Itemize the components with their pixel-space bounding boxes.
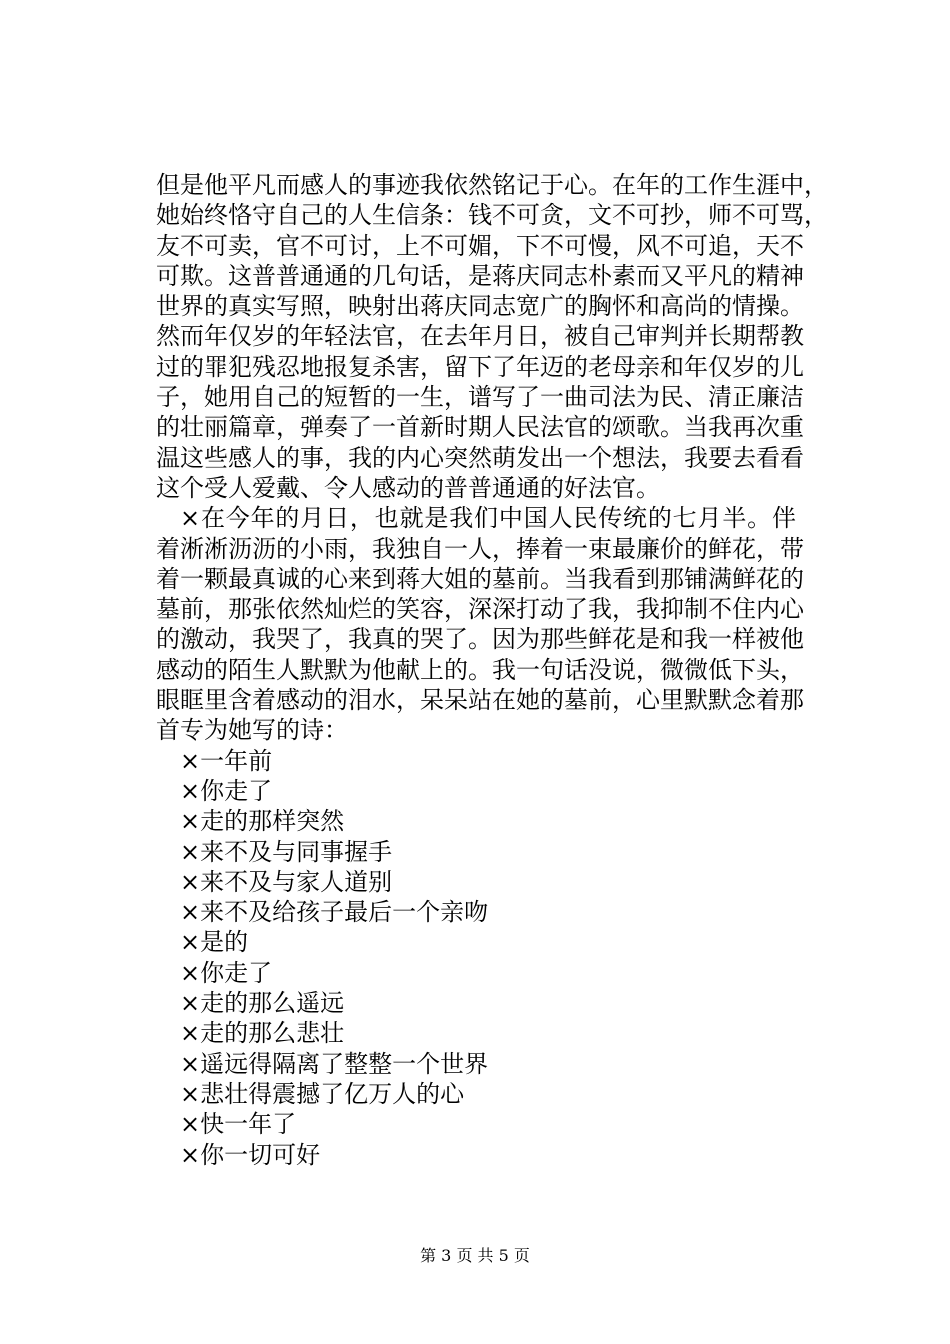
- text-line: 子，她用自己的短暂的一生，谱写了一曲司法为民、清正廉洁: [156, 383, 804, 412]
- poem: [156, 746, 796, 1170]
- text-line: 的壮丽篇章，弹奏了一首新时期人民法官的颂歌。当我再次重: [156, 413, 804, 442]
- poem-line: ×来不及与家人道别: [180, 867, 393, 896]
- text-line: 可欺。这普普通通的几句话，是蒋庆同志朴素而又平凡的精神: [156, 261, 804, 290]
- text-line: 墓前，那张依然灿烂的笑容，深深打动了我，我抑制不住内心: [156, 595, 804, 624]
- body-text: [156, 170, 828, 1170]
- poem-line: ×来不及给孩子最后一个亲吻: [180, 898, 489, 927]
- poem-line: ×来不及与同事握手: [180, 837, 393, 866]
- poem-line: ×走的那么遥远: [180, 989, 345, 1018]
- text-line: 友不可卖，官不可讨，上不可媚，下不可慢，风不可追，天不: [156, 231, 804, 260]
- page-number: 第 3 页 共 5 页: [420, 1246, 530, 1265]
- text-line: 过的罪犯残忍地报复杀害，留下了年迈的老母亲和年仅岁的儿: [156, 352, 804, 381]
- page-footer: [0, 1243, 950, 1266]
- poem-line: ×快一年了: [180, 1110, 297, 1139]
- poem-line: ×你走了: [180, 958, 273, 987]
- text-line: 她始终恪守自己的人生信条：钱不可贪，文不可抄，师不可骂，: [156, 201, 828, 230]
- text-line: 着一颗最真诚的心来到蒋大姐的墓前。当我看到那铺满鲜花的: [156, 564, 804, 593]
- poem-line: ×走的那样突然: [180, 807, 345, 836]
- poem-line: ×遥远得隔离了整整一个世界: [180, 1049, 489, 1078]
- text-line: 眼眶里含着感动的泪水，呆呆站在她的墓前，心里默默念着那: [156, 686, 804, 715]
- poem-line: ×走的那么悲壮: [180, 1019, 345, 1048]
- text-line: 着淅淅沥沥的小雨，我独自一人，捧着一束最廉价的鲜花，带: [156, 534, 804, 563]
- text-line: 这个受人爱戴、令人感动的普普通通的好法官。: [156, 473, 660, 502]
- paragraph-2: [156, 503, 804, 745]
- poem-line: ×你走了: [180, 776, 273, 805]
- text-line: 世界的真实写照，映射出蒋庆同志宽广的胸怀和高尚的情操。: [156, 292, 804, 321]
- text-line: 但是他平凡而感人的事迹我依然铭记于心。在年的工作生涯中，: [156, 171, 828, 199]
- poem-line: ×一年前: [180, 746, 273, 775]
- text-line: ×在今年的月日，也就是我们中国人民传统的七月半。伴: [180, 504, 796, 533]
- paragraph-1: [156, 170, 828, 503]
- text-line: 感动的陌生人默默为他献上的。我一句话没说，微微低下头，: [156, 655, 804, 684]
- poem-line: ×你一切可好: [180, 1140, 321, 1169]
- text-line: 首专为她写的诗：: [156, 716, 348, 745]
- text-line: 的激动，我哭了，我真的哭了。因为那些鲜花是和我一样被他: [156, 625, 804, 654]
- text-line: 然而年仅岁的年轻法官，在去年月日，被自己审判并长期帮教: [156, 322, 804, 351]
- poem-line: ×悲壮得震撼了亿万人的心: [180, 1079, 465, 1108]
- text-line: 温这些感人的事，我的内心突然萌发出一个想法，我要去看看: [156, 443, 804, 472]
- poem-line: ×是的: [180, 928, 249, 957]
